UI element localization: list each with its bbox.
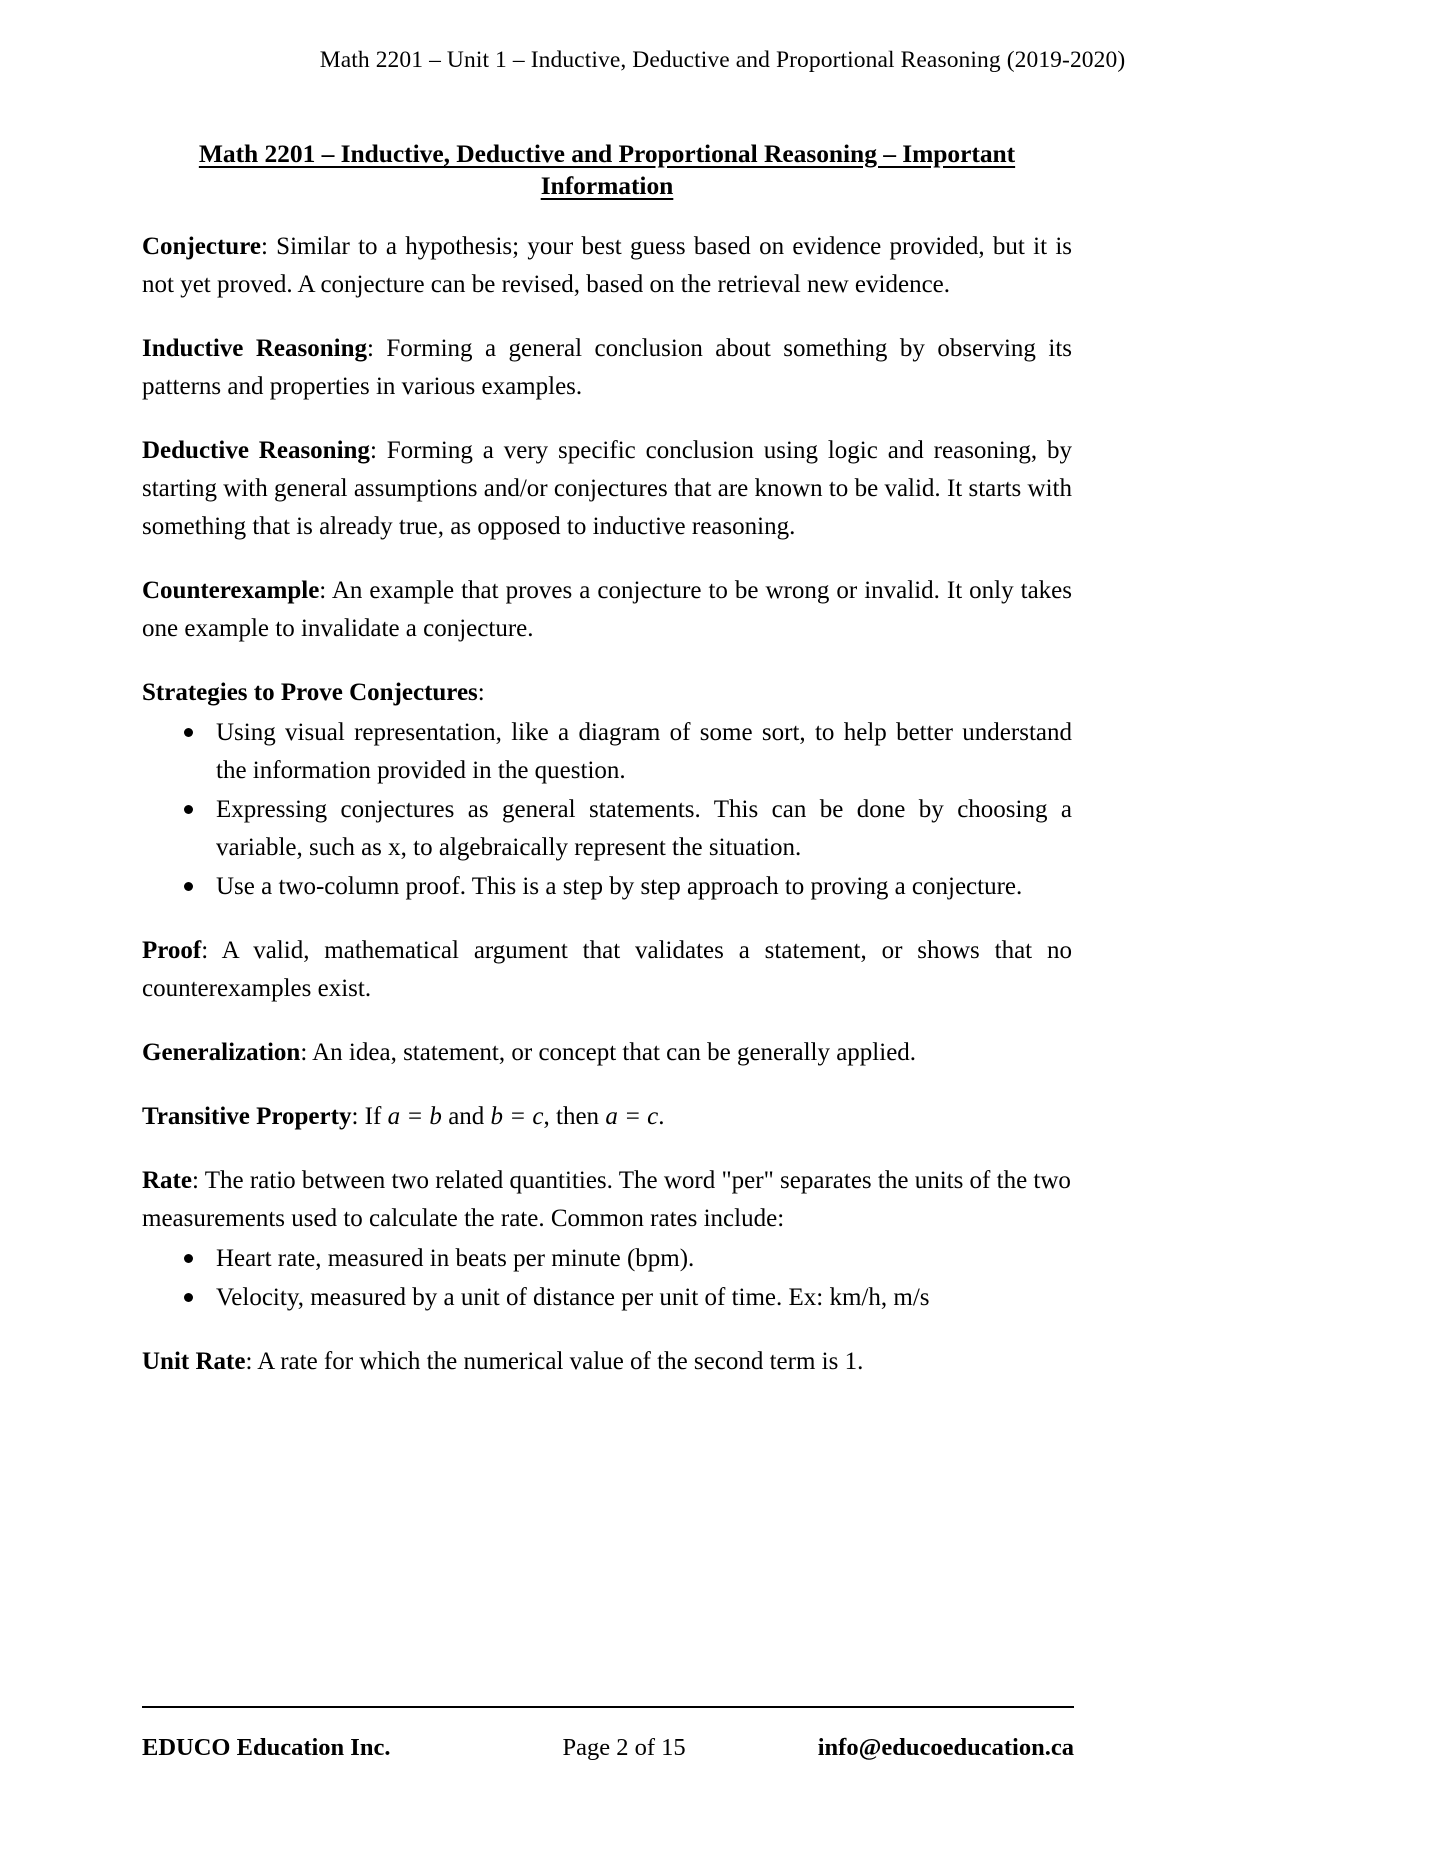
definition-inductive-reasoning: [142, 330, 1072, 406]
definition-counterexample: [142, 572, 1072, 648]
math-expression-1: a = b: [387, 1102, 442, 1130]
bullet-dot-icon: [184, 805, 193, 814]
definition-deductive-reasoning-body: : Forming a very specific conclusion using logic and reasoning, by starting with general assumptions and/or conjectures that are known to be valid. It starts with something that is already true, as opposed to inductive reasoning.: [142, 436, 1072, 540]
page-title: Math 2201 – Inductive, Deductive and Proportional Reasoning – Important Information: [198, 139, 1016, 200]
definition-unit-rate: [142, 1343, 1072, 1381]
math-expression-3: a = c: [605, 1102, 659, 1130]
bullet-dot-icon: [184, 1293, 193, 1302]
definition-rate: [142, 1162, 1072, 1238]
list-item: [142, 714, 1072, 790]
list-item-text: Heart rate, measured in beats per minute (bpm).: [216, 1244, 695, 1272]
math-expression-2: b = c: [490, 1102, 544, 1130]
definition-transitive-property: [142, 1098, 1072, 1136]
heading-strategies-to-prove-conjectures: [142, 674, 1072, 712]
list-item: [142, 868, 1072, 906]
list-item: [142, 1279, 1072, 1317]
bullet-dot-icon: [184, 728, 193, 737]
footer-company-name: EDUCO Education Inc.: [142, 1734, 391, 1761]
strategies-bullet-list: [142, 714, 1072, 906]
definition-conjecture: [142, 228, 1072, 304]
list-item-text: Using visual representation, like a diagram of some sort, to help better understand the information provided in the question.: [216, 718, 1072, 784]
term-rate: Rate: [142, 1166, 192, 1194]
footer-page-number: Page 2 of 15: [562, 1734, 686, 1761]
term-deductive-reasoning: Deductive Reasoning: [142, 436, 370, 464]
footer-row: [142, 1734, 1074, 1762]
definition-generalization: [142, 1034, 1072, 1072]
transitive-mid-1: and: [441, 1102, 491, 1130]
definition-inductive-reasoning-body: : Forming a general conclusion about something by observing its patterns and properties in various examples.: [142, 334, 1072, 400]
list-item-text: Velocity, measured by a unit of distance per unit of time. Ex: km/h, m/s: [216, 1283, 930, 1311]
definition-proof: [142, 932, 1072, 1008]
bullet-dot-icon: [184, 882, 193, 891]
transitive-suffix: .: [658, 1102, 665, 1130]
term-strategies-colon: :: [477, 678, 485, 706]
term-generalization: Generalization: [142, 1038, 301, 1066]
term-proof: Proof: [142, 936, 202, 964]
list-item-text: Expressing conjectures as general statements. This can be done by choosing a variable, such as x, to algebraically represent the situation.: [216, 795, 1072, 861]
term-strategies: Strategies to Prove Conjectures: [142, 678, 478, 706]
definition-counterexample-body: : An example that proves a conjecture to be wrong or invalid. It only takes one example to invalidate a conjecture.: [142, 576, 1072, 642]
definition-rate-body: : The ratio between two related quantities. The word "per" separates the units of the two measurements used to calculate the rate. Common rates include:: [142, 1166, 1071, 1232]
term-transitive-property: Transitive Property: [142, 1102, 352, 1130]
transitive-prefix: : If: [351, 1102, 388, 1130]
term-unit-rate: Unit Rate: [142, 1347, 246, 1375]
definition-conjecture-body: : Similar to a hypothesis; your best guess based on evidence provided, but it is not yet proved. A conjecture can be revised, based on the retrieval new evidence.: [142, 232, 1072, 298]
transitive-mid-2: , then: [543, 1102, 606, 1130]
running-header-text: Math 2201 – Unit 1 – Inductive, Deductive and Proportional Reasoning (2019-2020): [319, 47, 1126, 73]
list-item: [142, 1240, 1072, 1278]
document-body: [142, 138, 1072, 1407]
definition-deductive-reasoning: [142, 432, 1072, 546]
bullet-dot-icon: [184, 1254, 193, 1263]
list-item-text: Use a two-column proof. This is a step by step approach to proving a conjecture.: [216, 872, 1023, 900]
running-header: [0, 46, 1445, 74]
term-inductive-reasoning: Inductive Reasoning: [142, 334, 367, 362]
term-conjecture: Conjecture: [142, 232, 261, 260]
rate-bullet-list: [142, 1240, 1072, 1317]
footer-divider: [142, 1706, 1074, 1708]
page-footer: [142, 1706, 1074, 1762]
definition-generalization-body: : An idea, statement, or concept that can be generally applied.: [300, 1038, 917, 1066]
definition-proof-body: : A valid, mathematical argument that validates a statement, or shows that no counterexamples exist.: [142, 936, 1072, 1002]
list-item: [142, 791, 1072, 867]
definition-unit-rate-body: : A rate for which the numerical value of the second term is 1.: [245, 1347, 864, 1375]
footer-email: info@educoeducation.ca: [817, 1734, 1074, 1761]
term-counterexample: Counterexample: [142, 576, 320, 604]
